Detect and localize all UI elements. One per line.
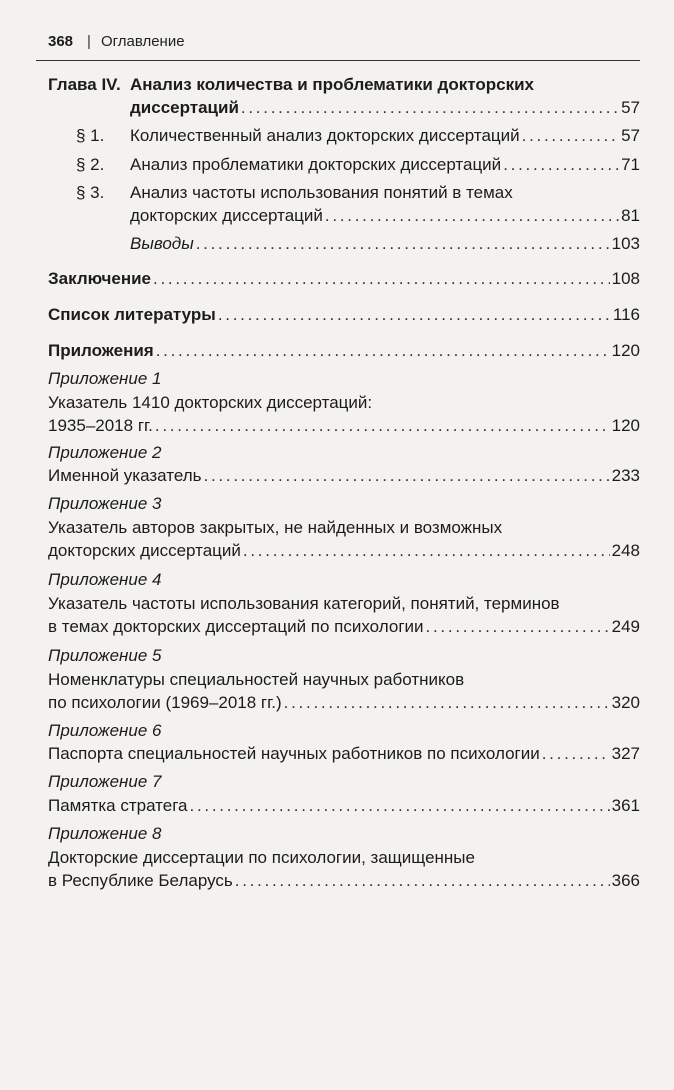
page-number: 368 (48, 33, 74, 50)
appendix-8-entry[interactable] (48, 870, 640, 892)
appendix-2-page: 233 (611, 466, 640, 485)
section-3-number: § 3. (76, 183, 105, 202)
header-title: Оглавление (100, 33, 185, 50)
appendix-4-line2: в темах докторских диссертаций по психологии (48, 617, 424, 636)
leader-dots (243, 540, 610, 562)
appendices-title: Приложения (48, 341, 154, 360)
appendix-7-entry[interactable] (48, 795, 640, 817)
leader-dots (241, 97, 619, 119)
chapter-4-entry[interactable] (48, 74, 640, 96)
running-header (48, 33, 640, 50)
appendix-8-page: 366 (611, 871, 640, 890)
section-3-title-line1: Анализ частоты использования понятий в темах (130, 183, 513, 202)
appendix-3-label: Приложение 3 (48, 494, 162, 513)
leader-dots (426, 616, 610, 638)
appendix-1-entry[interactable] (48, 415, 640, 437)
leader-dots (156, 340, 610, 362)
appendix-3-entry[interactable] (48, 540, 640, 562)
appendix-7-line1: Памятка стратега (48, 796, 188, 815)
section-1-page: 57 (621, 126, 640, 145)
appendix-8-line1[interactable]: Докторские диссертации по психологии, защищенные (48, 848, 475, 867)
appendix-7-label: Приложение 7 (48, 772, 162, 791)
leader-dots (235, 870, 610, 892)
bibliography-entry[interactable] (48, 304, 640, 326)
appendix-1-page: 120 (611, 416, 640, 435)
section-2-number: § 2. (76, 155, 105, 174)
chapter-4-title-row[interactable] (130, 97, 640, 119)
leader-dots (190, 795, 610, 817)
appendices-entry[interactable] (48, 340, 640, 362)
leader-dots (204, 465, 610, 487)
appendices-page: 120 (611, 341, 640, 360)
section-3-entry[interactable] (76, 182, 640, 204)
conclusion-title: Заключение (48, 269, 151, 288)
leader-dots (325, 205, 619, 227)
conclusions-title: Выводы (130, 234, 194, 253)
conclusion-page: 108 (611, 269, 640, 288)
leader-dots (503, 154, 619, 176)
section-3-title-line2: докторских диссертаций (130, 206, 323, 225)
appendix-3-page: 248 (611, 541, 640, 560)
appendix-4-line1[interactable]: Указатель частоты использования категорий, понятий, терминов (48, 594, 560, 613)
section-1-title: Количественный анализ докторских диссертаций (130, 126, 520, 145)
appendix-2-entry[interactable] (48, 465, 640, 487)
conclusions-page: 103 (611, 234, 640, 253)
chapter-4-page: 57 (621, 98, 640, 117)
section-1-number: § 1. (76, 126, 105, 145)
bibliography-title: Список литературы (48, 305, 216, 324)
appendix-6-label: Приложение 6 (48, 721, 162, 740)
leader-dots (522, 125, 619, 147)
appendix-2-label: Приложение 2 (48, 443, 162, 462)
leader-dots (196, 233, 610, 255)
appendix-8-label: Приложение 8 (48, 824, 162, 843)
chapter-4-label: Глава IV. (48, 75, 121, 94)
section-3-page: 81 (621, 206, 640, 225)
section-1-entry[interactable] (76, 125, 640, 147)
section-3-title-row[interactable] (130, 205, 640, 227)
appendix-5-line1[interactable]: Номенклатуры специальностей научных работников (48, 670, 465, 689)
appendix-6-entry[interactable] (48, 743, 640, 765)
appendix-7-page: 361 (611, 796, 640, 815)
leader-dots (218, 304, 611, 326)
appendix-5-page: 320 (611, 693, 640, 712)
leader-dots (542, 743, 610, 765)
bibliography-page: 116 (612, 305, 640, 324)
appendix-6-line1: Паспорта специальностей научных работников по психологии (48, 744, 540, 763)
appendix-6-page: 327 (611, 744, 640, 763)
conclusions-entry[interactable] (130, 233, 640, 255)
appendix-5-line2: по психологии (1969–2018 гг.) (48, 693, 282, 712)
appendix-4-label: Приложение 4 (48, 570, 162, 589)
chapter-4-title-line1: Анализ количества и проблематики докторских (130, 75, 534, 94)
leader-dots (153, 268, 610, 290)
section-2-page: 71 (621, 155, 640, 174)
appendix-8-line2: в Республике Беларусь (48, 871, 233, 890)
conclusion-entry[interactable] (48, 268, 640, 290)
appendix-5-entry[interactable] (48, 692, 640, 714)
appendix-1-line2: 1935–2018 гг. (48, 416, 153, 435)
appendix-1-line1[interactable]: Указатель 1410 докторских диссертаций: (48, 393, 373, 412)
header-rule (36, 60, 640, 61)
appendix-2-line1: Именной указатель (48, 466, 202, 485)
appendix-3-line1[interactable]: Указатель авторов закрытых, не найденных и возможных (48, 518, 503, 537)
appendix-3-line2: докторских диссертаций (48, 541, 241, 560)
section-2-entry[interactable] (76, 154, 640, 176)
appendix-5-label: Приложение 5 (48, 646, 162, 665)
appendix-4-page: 249 (611, 617, 640, 636)
appendix-4-entry[interactable] (48, 616, 640, 638)
header-separator: | (87, 33, 91, 50)
section-2-title: Анализ проблематики докторских диссертаций (130, 155, 502, 174)
leader-dots (284, 692, 610, 714)
leader-dots (155, 415, 610, 437)
chapter-4-title-line2: диссертаций (130, 98, 239, 117)
appendix-1-label: Приложение 1 (48, 369, 162, 388)
